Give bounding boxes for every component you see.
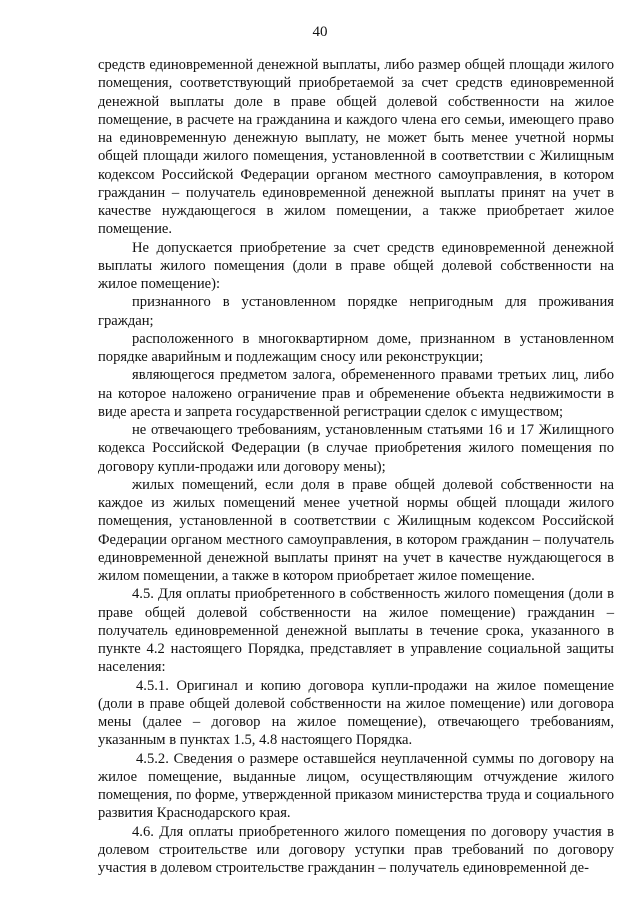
- paragraph: средств единовременной денежной выплаты, либо размер общей площади жилого помещения, соответствующий приобретаемой за счет средств единовременной денежной выплаты доле в праве общей долевой собственности на жилое помещение, в расчете на гражданина и каждого члена его семьи, имеющего право на единовременную денежную выплату, не может быть менее учетной нормы общей площади жилого помещения, установленной в соответствии с Жилищным кодексом Российской Федерации органом местного самоуправления, в котором гражданин – получатель единовременной денежной выплаты принят на учет в качестве нуждающегося в жилом помещении, а также приобретает жилое помещение.: [98, 57, 614, 238]
- list-item: расположенного в многоквартирном доме, признанном в установленном порядке аварийным и подлежащим сносу или реконструкции;: [98, 330, 614, 365]
- document-body: [98, 56, 614, 877]
- page-number: 40: [312, 24, 328, 40]
- list-item: являющегося предметом залога, обремененного правами третьих лиц, либо на которое наложено ограничение прав и обременение объекта недвижимости в виде ареста и запрета государственной регистрации сделок с имуществом;: [98, 367, 614, 420]
- subsection-paragraph: 4.5.2. Сведения о размере оставшейся неуплаченной суммы по договору на жилое помещение, выданные лицом, осуществляющим отчуждение жилого помещения, по форме, утвержденной приказом министерства труда и социального развития Краснодарского края.: [98, 750, 614, 822]
- section-paragraph: 4.5. Для оплаты приобретенного в собственность жилого помещения (доли в праве общей долевой собственности на жилое помещение) гражданин – получатель единовременной денежной выплаты в течение срока, указанного в пункте 4.2 настоящего Порядка, представляет в управление социальной защиты населения:: [98, 586, 614, 676]
- section-paragraph: 4.6. Для оплаты приобретенного жилого помещения по договору участия в долевом строительстве или договору уступки прав требований по договору участия в долевом строительстве гражданин – получатель единовременной де-: [98, 823, 614, 876]
- list-item: не отвечающего требованиям, установленным статьями 16 и 17 Жилищного кодекса Российской Федерации (в случае приобретения жилого помещения по договору купли-продажи или договору мены);: [98, 422, 614, 475]
- paragraph: Не допускается приобретение за счет средств единовременной денежной выплаты жилого помещения (доли в праве общей долевой собственности на жилое помещение):: [98, 239, 614, 292]
- subsection-paragraph: 4.5.1. Оригинал и копию договора купли-продажи на жилое помещение (доли в праве общей долевой собственности на жилое помещение) или договора мены (далее – договор на жилое помещение), отвечающего требованиям, указанным в пунктах 1.5, 4.8 настоящего Порядка.: [98, 677, 614, 749]
- list-item: жилых помещений, если доля в праве общей долевой собственности на каждое из жилых помещений менее учетной нормы общей площади жилого помещения, установленной в соответствии с Жилищным кодексом Российской Федерации органом местного самоуправления, в котором гражданин – получатель единовременной денежной выплаты принят на учет в качестве нуждающегося в жилом помещении, а также в котором приобретает жилое помещение.: [98, 476, 614, 584]
- list-item: признанного в установленном порядке непригодным для проживания граждан;: [98, 294, 614, 329]
